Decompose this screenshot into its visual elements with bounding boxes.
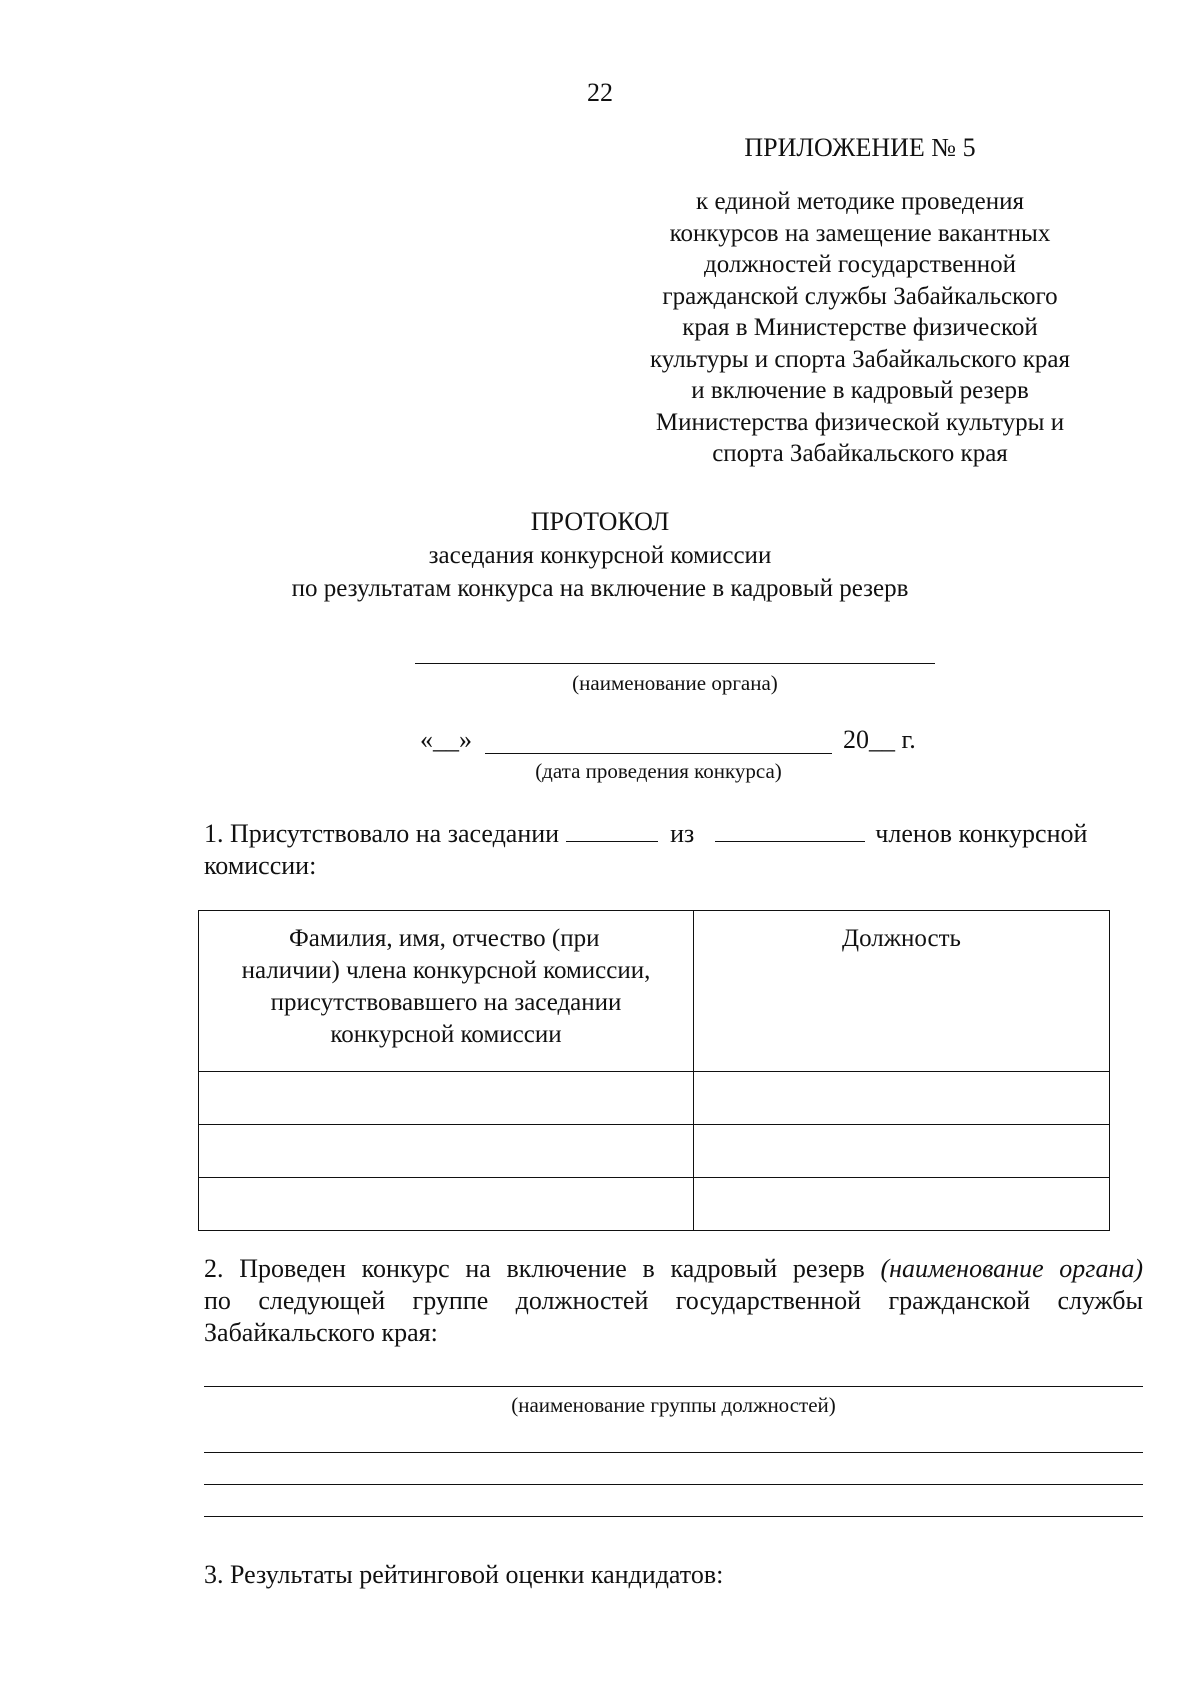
section1-line1 (204, 819, 1087, 849)
appendix-subtitle-line: должностей государственной (703, 251, 1017, 278)
section3-text: 3. Результаты рейтинговой оценки кандидатов: (204, 1560, 724, 1589)
table-header-row (199, 911, 1110, 1072)
position-group-extra-line (204, 1484, 1143, 1485)
appendix-subtitle-line: культуры и спорта Забайкальского края (650, 345, 1070, 373)
appendix-subtitle-line: к единой методике проведения (696, 188, 1024, 215)
date-year: 20__ г. (843, 725, 916, 754)
organ-name-caption: (наименование органа) (572, 671, 778, 695)
section1-text: 1. Присутствовало на заседании (204, 819, 560, 848)
date-open-quote: «__» (420, 725, 472, 754)
appendix-subtitle-line: гражданской службы Забайкальского (662, 282, 1058, 310)
table-row (199, 1072, 1110, 1125)
section2-organ-placeholder: (наименование органа) (880, 1254, 1144, 1283)
table-cell-name[interactable] (199, 1125, 694, 1178)
protocol-subtitle (0, 539, 1200, 605)
table-cell-position[interactable] (694, 1178, 1110, 1231)
page-number: 22 (587, 78, 613, 107)
protocol-subtitle-line: заседания конкурсной комиссии (428, 542, 772, 569)
appendix-subtitle (620, 186, 1100, 470)
appendix-subtitle-line: конкурсов на замещение вакантных (669, 219, 1051, 247)
section2-line2: по следующей группе должностей государственной гражданской службы (204, 1286, 1143, 1315)
table-cell-name[interactable] (199, 1072, 694, 1125)
date-blank (485, 753, 832, 754)
date-caption: (дата проведения конкурса) (535, 759, 782, 783)
section2-paragraph (204, 1253, 1143, 1349)
section1-line2: комиссии: (204, 851, 317, 880)
column-header-position: Должность (694, 911, 1110, 1072)
section2-line3: Забайкальского края: (204, 1318, 438, 1347)
appendix-subtitle-line: края в Министерстве физической (682, 314, 1038, 341)
section1-members: членов конкурсной (875, 819, 1088, 848)
table-cell-position[interactable] (694, 1072, 1110, 1125)
column-header-name: Фамилия, имя, отчество (при наличии) члена конкурсной комиссии, присутствовавшего на заседании конкурсной комиссии (199, 911, 694, 1072)
position-group-caption: (наименование группы должностей) (511, 1393, 836, 1417)
table-cell-name[interactable] (199, 1178, 694, 1231)
position-group-blank (204, 1386, 1143, 1387)
protocol-title: ПРОТОКОЛ (530, 507, 670, 536)
position-group-extra-line (204, 1516, 1143, 1517)
table-row (199, 1178, 1110, 1231)
total-count-blank (715, 821, 865, 842)
members-table (198, 910, 1110, 1231)
appendix-subtitle-line: и включение в кадровый резерв (691, 377, 1029, 404)
protocol-subtitle-line: по результатам конкурса на включение в кадровый резерв (291, 575, 909, 602)
present-count-blank (566, 821, 658, 842)
table-cell-position[interactable] (694, 1125, 1110, 1178)
section1-from: из (670, 819, 695, 848)
table-row (199, 1125, 1110, 1178)
section2-line1: 2. Проведен конкурс на включение в кадровый резерв (наименование органа) (204, 1254, 1144, 1283)
organ-name-blank (415, 663, 935, 664)
position-group-extra-line (204, 1452, 1143, 1453)
appendix-subtitle-line: Министерства физической культуры и (655, 408, 1065, 436)
appendix-title: ПРИЛОЖЕНИЕ № 5 (744, 133, 976, 162)
appendix-subtitle-line: спорта Забайкальского края (712, 440, 1008, 467)
